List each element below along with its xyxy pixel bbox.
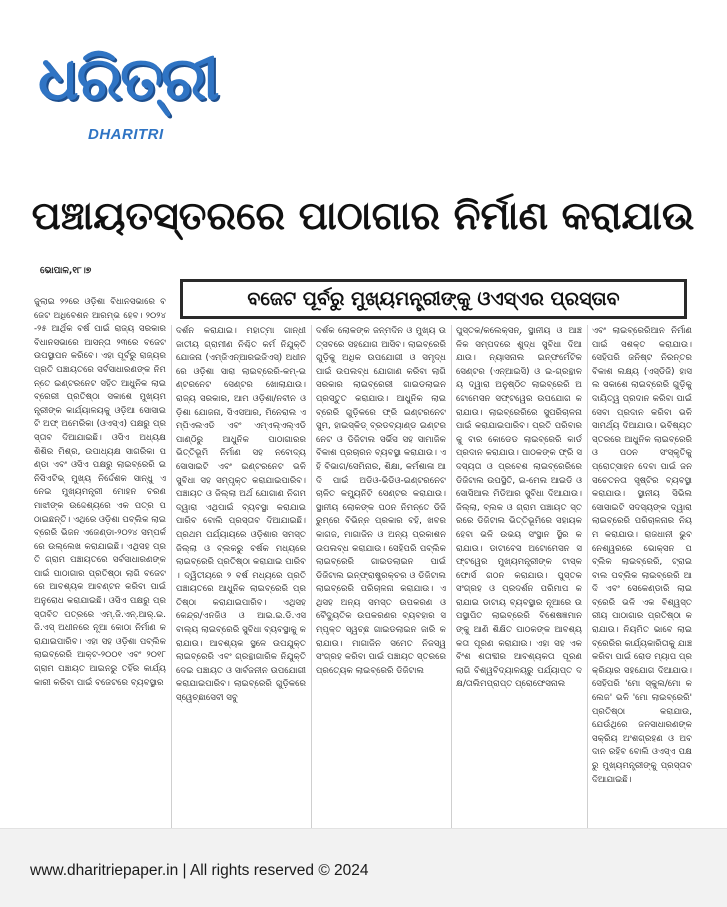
article-column-1: ଜୁଲାଇ ୨୨ରେ ଓଡ଼ିଶା ବିଧାନସଭାରେ ବଜେଟ ଅଧିବେଶନ ଆରମ୍ଭ ହେବ। ୨୦୨୪-୨୫ ଆର୍ଥିକ ବର୍ଷ ପାଇଁ ରାଜ୍ୟ ସରକାର ବିଧାନସଭାରେ ଆସନ୍ତା ୨୩ରେ ବଜେଟ ଉପସ୍ଥାପନ କରିବେ। ଏହା ପୂର୍ବରୁ ରାଜ୍ୟର ପ୍ରତି ପଞ୍ଚାୟତରେ ସର୍ବସାଧାରଣଙ୍କ ନିମନ୍ତେ ଇଣ୍ଟରନେଟ ସହିତ ଆଧୁନିକ ଲାଇବ୍ରେରୀ ପ୍ରତିଷ୍ଠା ସକାଶେ ମୁଖ୍ୟମନ୍ତ୍ରୀଙ୍କ କାର୍ଯ୍ୟାଳୟକୁ ଓଡ଼ିଆ ସୋସାଇଟି ଅଫ୍ ଅମେରିକା (ଓଏସ୍‌ଏ) ପକ୍ଷରୁ ପ୍ରସ୍ତାବ ଦିଆଯାଇଛି। ଓସିଏ ଅଧ୍ୟକ୍ଷ ଶିଶିର ମିଶ୍ର, ଉପାଧ୍ୟକ୍ଷ ସାଗରିକା ପଣ୍ଡା ଏବଂ ଓସିଏ ପକ୍ଷରୁ ଲାଇବ୍ରେରି ଇନିସିଏଟିଭ୍ ମୁଖ୍ୟ ନିର୍ଦ୍ଦେଶକ ସାନ୍ଧୁ ଏନେଇ ମୁଖ୍ୟମନ୍ତ୍ରୀ ମୋହନ ଚରଣ ମାଝୀଙ୍କ ଉଦ୍ଦେଶ୍ୟରେ ଏକ ପତ୍ର ପଠାଇଛନ୍ତି। ଏଥିରେ ଓଡ଼ିଶା ପବ୍ଲିକ ଲାଇବ୍ରେରି ଭିଜନ ଏଜେଣ୍ଡା-୨୦୨୪ ସମ୍ପର୍କରେ ଉଲ୍ଲେଖ କରାଯାଇଛି। ଏଥିସହ ପ୍ରତି ଗ୍ରାମ ପଞ୍ଚାୟତରେ ସର୍ବସାଧାରଣଙ୍କ ପାଇଁ ପାଠାଗାର ପ୍ରତିଷ୍ଠା ଲାଗି ବଜେଟରେ ଆବଶ୍ୟକ ଆବଣ୍ଟନ କରିବା ପାଇଁ ଅନୁରୋଧ କରାଯାଇଛି। ଓସିଏ ପକ୍ଷରୁ ପ୍ରସ୍ତାବିତ ପତ୍ରରେ ଏମ୍.ଜି.ଏନ୍.ଆର୍.ଇ.ଜି.ଏସ୍ ଅଧୀନରେ ନୂଆ କୋଠା ନିର୍ମାଣ କରାଯାଇପାରିବ। ଏହା ସହ ଓଡ଼ିଶା ପବ୍ଲିକ ଲାଇବ୍ରେରି ଆକ୍ଟ-୨୦୦୧ ଏବଂ ୨୦୧୮ ଗ୍ରାମ ପଞ୍ଚାୟତ ଆଇନରୁ ତହିଁର କାର୍ଯ୍ୟକାରୀ କରିବା ପାଇଁ ବଜେଟରେ ବ୍ୟବସ୍ଥାର [34,297,166,688]
column-divider [171,325,172,830]
page-footer [0,828,727,907]
footer-copyright: www.dharitriepaper.in | All rights reserved © 2024 [30,862,369,879]
article-headline: ପଞ୍ଚାୟତସ୍ତରରେ ପାଠାଗାର ନିର୍ମାଣ କରାଯାଉ [31,194,695,239]
article-dateline: ଭୋପାଳ,୧୮।୭ [40,266,92,276]
column-divider [451,325,452,830]
column-divider [311,325,312,830]
article-column-5: ଏବଂ ଲାଇବ୍ରେରିଆନ ନିର୍ମାଣ ପାଇଁ ସଶକ୍ତ କରାଯାଉ। ସେହିପରି ଜନିଷ୍ଟ ନିରନ୍ତର ବିକାଶ ଲକ୍ଷ୍ୟ (ଏସ୍‌ଡିଜି) ହାସଲ ସକାଶେ ଲାଇବ୍ରେରି ଗୁଡ଼ିକୁ ଦାୟିତ୍ୱ ପ୍ରଦାନ କରିବା ପାଇଁ ସେବା ପ୍ରଦାନ କରିବା ଭଳି ସାମର୍ଥ୍ୟ ଦିଆଯାଉ। ଭବିଷ୍ୟତ ସ୍ତରରେ ଆଧୁନିକ ଲାଇବ୍ରେରି ଓ ପଠନ ସଂସ୍କୃତିକୁ ପ୍ରୋତ୍ସାହନ ଦେବା ପାଇଁ ଜନ ସଚେତନତା ସୃଷ୍ଟିର ବ୍ୟବସ୍ଥା କରାଯାଉ। ସ୍ଥାନୀୟ ସିଭିଲ ସୋସାଇଟି ସଦସ୍ୟଙ୍କ ଦ୍ୱାରା ଲାଇବ୍ରେରି ପରିଚାଳନାର ନିୟମ କରାଯାଉ। ରାଜଧାନୀ ଭୁବନେଶ୍ୱରରେ ଭୋକ୍ସନ ପବ୍ଲିକ ଲାଇବ୍ରେରି, ଟ୍ରାଇବାଲ ପବ୍ଲିକ ଲାଇବ୍ରେରି ଆଦି ଏବଂ ସେକେଣ୍ଡାରି ଲାଇବ୍ରେରି ଭଳି ଏକ ବିଶ୍ୱସ୍ତରୀୟ ପାଠାଗାର ପ୍ରତିଷ୍ଠା କରାଯାଉ। ନିୟମିତ ଭାବେ ଲାଇବ୍ରେରିର କାର୍ଯ୍ୟକାରିତାକୁ ଯାଞ୍ଚ କରିବା ପାଇଁ ରୋଡ ମ୍ୟାପ ପ୍ରକ୍ରିୟାର ସହଯୋଗ ଦିଆଯାଉ। ସେହିପରି 'ମୋ ସ୍କୁଲ/ମୋ କଲେଜ' ଭଳି 'ମୋ ଲାଇବ୍ରେରି' ପ୍ରତିଷ୍ଠା କରାଯାଉ, ଯେଉଁଥିରେ ଜନସାଧାରଣଙ୍କ ସକ୍ରିୟ ଅଂଶଗ୍ରହଣ ଓ ଅବଦାନ ରହିବ ବୋଲି ଓଏସ୍‌ଏ ପକ୍ଷରୁ ମୁଖ୍ୟମନ୍ତ୍ରୀଙ୍କୁ ପ୍ରସ୍ତାବ ଦିଆଯାଇଛି। [592,326,692,785]
masthead-logo [38,44,228,154]
column-divider [587,325,588,830]
logo-subtitle: DHARITRI [88,126,164,143]
article-subheadline: ବଜେଟ ପୂର୍ବରୁ ମୁଖ୍ୟମନ୍ତ୍ରୀଙ୍କୁ ଓଏସ୍‌ଏର ପ୍ରସ୍ତାବ [247,288,620,310]
subheadline-box [180,279,687,319]
article-column-3: ଦର୍ଶକ ଲୋକଙ୍କ ଜନ୍ମଦିନ ଓ ମୁଖ୍ୟ ଉତ୍ସବରେ ସହଯୋଗ ଆସିବ। ଲାଇବ୍ରେରି ଗୁଡ଼ିକୁ ଅଧିକ ଉପଯୋଗୀ ଓ ସମୃଦ୍ଧ ପାଇଁ ଉପଲବ୍ଧ ଯୋଗାଣ କରିବା ଲାଗି ସରକାର ଲାଇବ୍ରେରୀ ଗାଇଡଲାଇନ ପ୍ରସ୍ତୁତ କରାଯାଉ। ଆଧୁନିକ ଲାଇବ୍ରେରି ଗୁଡ଼ିକରେ ଫ୍ରି ଇଣ୍ଟରନେଟ ସୁମ, ହାଇସ୍କିଡ୍ ବ୍ରଡବ୍ୟାଣ୍ଡ ଇଣ୍ଟରନେଟ ଓ ଡିଜିଟାଲ ସର୍ଭିସ ସହ ସାମାଜିକ ବିକାଶ ପ୍ରଚାରନ ବ୍ୟବସ୍ଥା କରାଯାଉ। ଏହି ବିଭାଗ/ସେମିନାର, ଶିକ୍ଷା, କର୍ମଶାଳା ଆଦି ପାଇଁ ଅଡିଓ-ଭିଡିଓ-ଇଣ୍ଟରନେଟ ଚାଳିତ କମ୍ୟୁନିଟି ସେଣ୍ଟର କରାଯାଉ। ସ୍ଥାନୀୟ ଲୋକଙ୍କ ପଠନ ନିମନ୍ତେ ଡିଜି ରୁମ୍‌ରେ ବିଭିନ୍ନ ପ୍ରକାର ବହି, ଖବରକାଗଜ, ମାଗାଜିନ ଓ ଅନ୍ୟ ପ୍ରକାଶନ ଉପଲବ୍ଧ କରାଯାଉ। ସେହିପରି ପବ୍ଲିକ ଲାଇବ୍ରେରି ଗାଇଡଲାଇନ ପାଇଁ ଡିଜିଟାଲ ଇନ୍‌ଫ୍ରାଷ୍ଟ୍ରକ୍ଚର ଓ ଡିଜିଟାଲ ଲାଇବ୍ରେରି ପରିଚାଳନା କରାଯାଉ। ଏଥିସହ ଅନ୍ୟ ସମସ୍ତ ଉପକରଣ ଓ ବୈଦ୍ୟୁତିକ ଉପକରଣର ବ୍ୟବହାର ସମ୍ପୃକ୍ତ ସ୍ୱଚ୍ଛ ଗାଇଡଲାଇନ ଜାରି କରାଯାଉ। ମାଗାଜିନ ସମେତ ନିଜସ୍ୱ ସଂଗ୍ରହ କରିବା ପାଇଁ ପଞ୍ଚାୟତ ସ୍ତରରେ ପ୍ରତ୍ୟେକ ଲାଇବ୍ରେରି ଡିଜିଟାଲ [316,326,446,676]
logo-wordmark: ଧରିତ୍ରୀ [38,44,218,114]
article-column-4: ପୁସ୍ତକ/କଲେକ୍ସନ୍, ସ୍ଥାନୀୟ ଓ ଆଞ୍ଚଳିକ ସମ୍ପଦରେ ଶୁଦ୍ଧ ସୁବିଧା ଦିଆଯାଉ। ନ୍ୟାସନାଲ ଇନ୍‌ଫର୍ମେଟିକ ସେଣ୍ଟର (ଏନ୍‌ଆଇସି) ଓ ଇ-ଗ୍ରନ୍ଥାଳୟ ଦ୍ୱାରା ଅନୁଷ୍ଠିତ ଲାଇବ୍ରେରି ଅଟୋମେସନ ସଫ୍ଟୱେର ଉପଯୋଗ କରାଯାଉ। ଲାଇବ୍ରେରିରେ ସୁପରିଚାଳନା ପାଇଁ କରାଯାଇପାରିବ। ପ୍ରତି ପରିବାରକୁ ବାର କୋଡେଡ ଲାଇବ୍ରେରି କାର୍ଡ ପ୍ରଦାନ କରାଯାଉ। ପାଠକଙ୍କ ଫ୍ରି ସଦସ୍ୟତା ଓ ପ୍ରବେଶ ଲାଇବ୍ରେରିରେ ଡିଜିଟାଲ ଉପସ୍ଥିତି, ଇ-ମେଲ ଆଇଡି ଓ ସୋସିଆଲ ମିଡିଆର ସୁବିଧା ଦିଆଯାଉ। ଜିଲ୍ଲା, ବ୍ଲକ ଓ ଗ୍ରାମ ପଞ୍ଚାୟତ ସ୍ତରରେ ଡିଜିଟାଲ ଭିତ୍ତିଭୂମିରେ ସହାୟକ ହେବା ଭଳି ଉଭୟ ସଂସ୍ଥାନ ସ୍ଥିର କରାଯାଉ। ଡାଟାବେସ ଅଟୋମେସନ ସଫ୍ଟୱେର ମୁଖ୍ୟମନ୍ତ୍ରୀଙ୍କ ଟାସ୍କଫୋର୍ସ ଗଠନ କରାଯାଉ। ପୁସ୍ତକ ସଂଗ୍ରହ ଓ ପ୍ରଦର୍ଶନ ପରିମାପ କରାଯାଇ ଡାଟାୟ ବ୍ୟବସ୍ଥାର ନୂଆରେ ଉପସ୍ଥାପିତ ଲାଇବ୍ରେରି ବିଶେଷଜ୍ଞମାନଙ୍କୁ ଆଣି ଶିକ୍ଷିତ ପାଠକଙ୍କ ଆବଶ୍ୟକତା ପୂରଣ କରାଯାଉ। ଏହା ସହ ଏକବିଂଶ ଶତାବ୍ଦୀର ଆବଶ୍ୟକତା ପୂରଣ ଲାଗି ବିଶ୍ୱବିଦ୍ୟାଳୟରୁ ପର୍ଯ୍ୟାପ୍ତ ଦକ୍ଷ/ତାଲିମପ୍ରାପ୍ତ ପ୍ରୋଫେସନାଲ [456,326,582,690]
article-column-2: ଦର୍ଶନ କରାଯାଇ। ମହାତ୍ମା ଗାନ୍ଧୀ ଜାତୀୟ ଗ୍ରାମୀଣ ନିଶ୍ଚିତ କର୍ମ ନିଯୁକ୍ତି ଯୋଜନା (ଏମ୍‌ଜିଏନ୍‌ଆରଇଜିଏସ୍) ଅଧୀନରେ ଓଡ଼ିଶା ସାରା ଲାଇବ୍ରେରି-କମ୍-ଇଣ୍ଟରନେଟ ସେଣ୍ଟର ଖୋଲାଯାଉ। ରାଜ୍ୟ ସରକାର, ଆମ ଓଡ଼ିଶା/ନବୀନ ଓଡ଼ିଶା ଯୋଜନା, ସିଏସଆର, ମିନେରାଲ ଏମ୍‌ପିଏଲଏଡି ଏବଂ ଏମ୍‌ଏଲ୍‌ଏଲ୍‌ଏଡି ପାଣ୍ଠିରୁ ଆଧୁନିକ ପାଠାଗାରର ଭିତ୍ତିଭୂମି ନିର୍ମାଣ ସହ ନବୋଦ୍ୟ ସୋସାଇଟି ଏବଂ ଇଣ୍ଟରନେଟ ଭଳି ସୁବିଧା ସହ ସମ୍ପୃକ୍ତ କରାଯାଇପାରିବ। ପଞ୍ଚାୟତ ଓ ଜିଲ୍ଲା ଅର୍ଥ ଯୋଗାଣ ନିଗମ ଦ୍ୱାରା ଏଥିପାଇଁ ବ୍ୟବସ୍ଥା କରାଯାଇପାରିବ ବୋଲି ପ୍ରସ୍ତାବ ଦିଆଯାଇଛି। ପ୍ରଥମ ପର୍ଯ୍ୟାୟରେ ଓଡ଼ିଶାର ସମସ୍ତ ଜିଲ୍ଲା ଓ ବ୍ଲକରୁ ବର୍ଷକ ମଧ୍ୟରେ ଲାଇବ୍ରେରି ପ୍ରତିଷ୍ଠା କରାଯାଇ ପାରିବ। ଦ୍ୱିତୀୟରେ ୨ ବର୍ଷ ମଧ୍ୟରେ ପ୍ରତି ପଞ୍ଚାୟତରେ ଆଧୁନିକ ଲାଇବ୍ରେରି ପ୍ରତିଷ୍ଠା କରାଯାଇପାରିବ। ଏଥିସହ କେନ୍ଦ୍ର/ଏନଜିଓ ଓ ଆଇ.ଇ.ଡି.ଏସ ବାଲ୍ୟ ଲାଇବ୍ରେରି ସୁବିଧା ବ୍ୟବସ୍ଥାକୁ କରାଯାଉ। ଆବଶ୍ୟକ ସ୍ଥଳେ ଉପଯୁକ୍ତ ଲାଇବ୍ରେରି ଏବଂ ଗ୍ରନ୍ଥାଗାରିକ ନିଯୁକ୍ତି ଦେଇ ପଞ୍ଚାୟତ ଓ ସାର୍ବଜନୀନ ଉପଯୋଗୀ କରାଯାଇପାରିବ। ଲାଇବ୍ରେରି ଗୁଡ଼ିକରେ ସ୍ୱେଚ୍ଛାସେବୀ ସବୁ [176,326,306,704]
